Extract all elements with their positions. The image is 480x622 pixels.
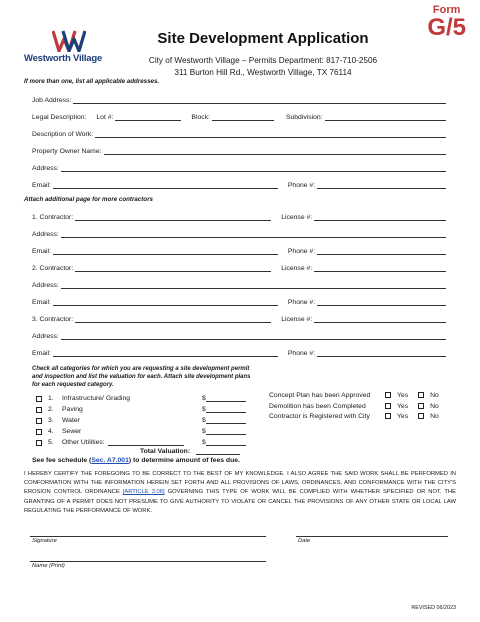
owner-email-label: Email: bbox=[32, 182, 51, 189]
form-label: Form bbox=[432, 4, 461, 16]
fee-prefix: See fee schedule ( bbox=[32, 457, 92, 464]
signature-line[interactable] bbox=[30, 536, 266, 537]
date-label: Date bbox=[298, 538, 311, 544]
contractor-3-field[interactable] bbox=[75, 316, 271, 323]
total-valuation-row bbox=[140, 448, 240, 455]
w-logo-icon bbox=[52, 30, 86, 52]
dollar-sign: $ bbox=[202, 395, 206, 402]
contractor-2-address-label: Address: bbox=[32, 282, 59, 289]
contractor-1-address-row bbox=[32, 226, 446, 238]
category-2-label: Paving bbox=[62, 406, 83, 413]
owner-row bbox=[32, 143, 446, 155]
city-logo bbox=[24, 30, 124, 64]
question-3-yes-checkbox[interactable] bbox=[385, 413, 391, 419]
category-2-number: 2. bbox=[48, 406, 54, 413]
fee-schedule-link[interactable]: Sec. A7.001 bbox=[91, 457, 129, 464]
signature-label: Signature bbox=[32, 538, 57, 544]
contractor-2-label: 2. Contractor: bbox=[32, 265, 74, 272]
contractor-1-address-label: Address: bbox=[32, 231, 59, 238]
categories-intro: Check all categories for which you are requesting a site development permit and inspection and list the valuation for each. Attach site development plans for each requested category. bbox=[32, 366, 251, 388]
subdivision-label: Subdivision: bbox=[285, 114, 323, 121]
contractor-2-field[interactable] bbox=[75, 265, 271, 272]
contractor-2-license-field[interactable] bbox=[314, 265, 446, 272]
question-row bbox=[269, 390, 449, 400]
contractor-2-phone-label: Phone #: bbox=[287, 299, 316, 306]
category-3-label: Water bbox=[62, 417, 80, 424]
question-2-no-checkbox[interactable] bbox=[418, 403, 424, 409]
description-row bbox=[32, 126, 446, 138]
owner-label: Property Owner Name: bbox=[32, 148, 102, 155]
contractor-3-address-field[interactable] bbox=[61, 333, 446, 340]
contractor-3-label: 3. Contractor: bbox=[32, 316, 74, 323]
subdivision-field[interactable] bbox=[325, 114, 446, 121]
certification-text bbox=[24, 470, 456, 516]
contractor-2-address-field[interactable] bbox=[61, 282, 446, 289]
contractor-3-email-label: Email: bbox=[32, 350, 51, 357]
owner-email-row bbox=[32, 177, 446, 189]
category-5-checkbox[interactable] bbox=[36, 440, 42, 446]
contractor-1-phone-field[interactable] bbox=[317, 248, 446, 255]
contractor-1-address-field[interactable] bbox=[61, 231, 446, 238]
category-5-other-field[interactable] bbox=[108, 439, 184, 446]
description-label: Description of Work: bbox=[32, 131, 94, 138]
page-title: Site Development Application bbox=[157, 30, 369, 47]
owner-address-row bbox=[32, 160, 446, 172]
description-field[interactable] bbox=[95, 131, 446, 138]
question-1-yes-checkbox[interactable] bbox=[385, 392, 391, 398]
contractor-1-label: 1. Contractor: bbox=[32, 214, 74, 221]
contractor-3-address-row bbox=[32, 328, 446, 340]
contractor-3-phone-field[interactable] bbox=[317, 350, 446, 357]
category-2-valuation bbox=[202, 403, 246, 413]
certification-part-1: I HEREBY CERTIFY THE FOREGOING TO BE CORRECT TO THE BEST OF MY KNOWLEDGE. I ALSO AGREE THE SAID WORK SHALL BE PERFORMED IN CONFORMATION WITH THE INFORMATION HEREIN SET FORTH AND ALL PROVISIONS OF LAWS, ORDINANCES, AND CONFORMANCE WITH THE CITY'S EROSION CONTROL ORDINANCE bbox=[24, 471, 456, 496]
lot-field[interactable] bbox=[115, 114, 181, 121]
no-label: No bbox=[430, 391, 439, 399]
question-2-label: Demolition has been Completed bbox=[269, 402, 366, 410]
yes-label: Yes bbox=[397, 402, 409, 410]
owner-phone-label: Phone #: bbox=[287, 182, 316, 189]
job-address-row bbox=[32, 92, 446, 104]
legal-description-row bbox=[32, 109, 446, 121]
block-field[interactable] bbox=[212, 114, 274, 121]
job-address-label: Job Address: bbox=[32, 97, 72, 104]
category-3-valuation-field[interactable] bbox=[206, 417, 246, 424]
category-3-checkbox[interactable] bbox=[36, 418, 42, 424]
form-tag bbox=[427, 4, 466, 40]
print-name-label: Name (Print) bbox=[32, 563, 65, 569]
contractor-2-address-row bbox=[32, 277, 446, 289]
dollar-sign: $ bbox=[202, 439, 206, 446]
category-5-valuation bbox=[202, 436, 246, 446]
no-label: No bbox=[430, 402, 439, 410]
category-5-valuation-field[interactable] bbox=[206, 439, 246, 446]
contractor-3-address-label: Address: bbox=[32, 333, 59, 340]
fee-suffix: ) to determine amount of fees due. bbox=[128, 457, 240, 464]
certification-part-2: GOVERNING THIS TYPE OF WORK WILL BE COMPLIED WITH WHETHER SPECIFIED OR NOT. THE GRANTING OF A PERMIT DOES NOT PRESUME TO GIVE AUTHORITY TO VIOLATE OR CANCEL THE PROVISIONS OF ANY OTHER STATE OR LOCAL LAW REGULATING THE PERFORMANCE OF WORK. bbox=[24, 489, 456, 514]
contractor-2-email-row bbox=[32, 294, 446, 306]
lot-label: Lot #: bbox=[96, 114, 114, 121]
contractor-3-row bbox=[32, 311, 446, 323]
contractor-2-row bbox=[32, 260, 446, 272]
contractor-1-email-field[interactable] bbox=[53, 248, 278, 255]
category-1-label: Infrastructure/ Grading bbox=[62, 395, 130, 402]
owner-email-field[interactable] bbox=[53, 182, 278, 189]
category-4-checkbox[interactable] bbox=[36, 429, 42, 435]
no-label: No bbox=[430, 412, 439, 420]
header-line-1: City of Westworth Village – Permits Department: 817-710-2506 bbox=[148, 56, 378, 65]
question-1-label: Concept Plan has been Approved bbox=[269, 391, 371, 399]
category-1-valuation-field[interactable] bbox=[206, 395, 246, 402]
contractor-3-phone-label: Phone #: bbox=[287, 350, 316, 357]
contractor-3-email-field[interactable] bbox=[53, 350, 278, 357]
question-3-label: Contractor is Registered with City bbox=[269, 412, 370, 420]
contractor-2-email-label: Email: bbox=[32, 299, 51, 306]
header-line-2: 311 Burton Hill Rd., Westworth Village, TX 76114 bbox=[174, 68, 352, 77]
owner-address-field[interactable] bbox=[61, 165, 446, 172]
page-header bbox=[140, 30, 386, 79]
category-1-checkbox[interactable] bbox=[36, 396, 42, 402]
question-1-no-checkbox[interactable] bbox=[418, 392, 424, 398]
category-2-checkbox[interactable] bbox=[36, 407, 42, 413]
category-1-valuation bbox=[202, 392, 246, 402]
contractor-1-license-label: License #: bbox=[281, 214, 313, 221]
fee-schedule-note bbox=[32, 457, 240, 464]
category-row bbox=[36, 436, 184, 446]
contractor-2-phone-field[interactable] bbox=[317, 299, 446, 306]
category-3-valuation bbox=[202, 414, 246, 424]
category-2-valuation-field[interactable] bbox=[206, 406, 246, 413]
contractor-1-phone-label: Phone #: bbox=[287, 248, 316, 255]
category-4-valuation-field[interactable] bbox=[206, 428, 246, 435]
dollar-sign: $ bbox=[202, 417, 206, 424]
form-number: G/5 bbox=[427, 14, 466, 41]
contractor-1-row bbox=[32, 209, 446, 221]
owner-phone-field[interactable] bbox=[317, 182, 446, 189]
owner-field[interactable] bbox=[104, 148, 446, 155]
category-row bbox=[36, 414, 80, 424]
category-5-number: 5. bbox=[48, 439, 54, 446]
question-3-no-checkbox[interactable] bbox=[418, 413, 424, 419]
revision-date: REVISED 06/2023 bbox=[411, 605, 456, 611]
question-2-yes-checkbox[interactable] bbox=[385, 403, 391, 409]
erosion-ordinance-link[interactable]: [ARTICLE 3.08] bbox=[122, 489, 165, 496]
dollar-sign: $ bbox=[202, 406, 206, 413]
category-3-number: 3. bbox=[48, 417, 54, 424]
contractor-1-email-label: Email: bbox=[32, 248, 51, 255]
contractor-3-license-label: License #: bbox=[281, 316, 313, 323]
yes-label: Yes bbox=[397, 391, 409, 399]
category-row bbox=[36, 403, 83, 413]
contractor-3-license-field[interactable] bbox=[314, 316, 446, 323]
category-4-label: Sewer bbox=[62, 428, 82, 435]
dollar-sign: $ bbox=[202, 428, 206, 435]
contractor-1-field[interactable] bbox=[75, 214, 271, 221]
question-row bbox=[269, 401, 449, 411]
date-line[interactable] bbox=[296, 536, 448, 537]
addresses-note: If more than one, list all applicable addresses. bbox=[24, 78, 160, 85]
question-row bbox=[269, 411, 449, 421]
category-row bbox=[36, 392, 130, 402]
owner-address-label: Address: bbox=[32, 165, 59, 172]
job-address-field[interactable] bbox=[73, 97, 446, 104]
contractor-1-license-field[interactable] bbox=[314, 214, 446, 221]
contractor-2-email-field[interactable] bbox=[53, 299, 278, 306]
contractor-2-license-label: License #: bbox=[281, 265, 313, 272]
total-valuation-field[interactable] bbox=[196, 448, 240, 455]
header-contact bbox=[140, 55, 386, 79]
contractors-note: Attach additional page for more contractors bbox=[24, 196, 153, 203]
legal-description-label: Legal Description: bbox=[32, 114, 87, 121]
category-4-valuation bbox=[202, 425, 246, 435]
yes-label: Yes bbox=[397, 412, 409, 420]
block-label: Block: bbox=[191, 114, 210, 121]
contractor-3-email-row bbox=[32, 345, 446, 357]
category-row bbox=[36, 425, 81, 435]
total-valuation-label: Total Valuation: bbox=[140, 448, 191, 455]
logo-text: Westworth Village bbox=[24, 53, 103, 64]
contractor-1-email-row bbox=[32, 243, 446, 255]
category-5-label: Other Utilities: bbox=[62, 439, 105, 446]
category-4-number: 4. bbox=[48, 428, 54, 435]
category-1-number: 1. bbox=[48, 395, 54, 402]
print-name-line[interactable] bbox=[30, 561, 266, 562]
